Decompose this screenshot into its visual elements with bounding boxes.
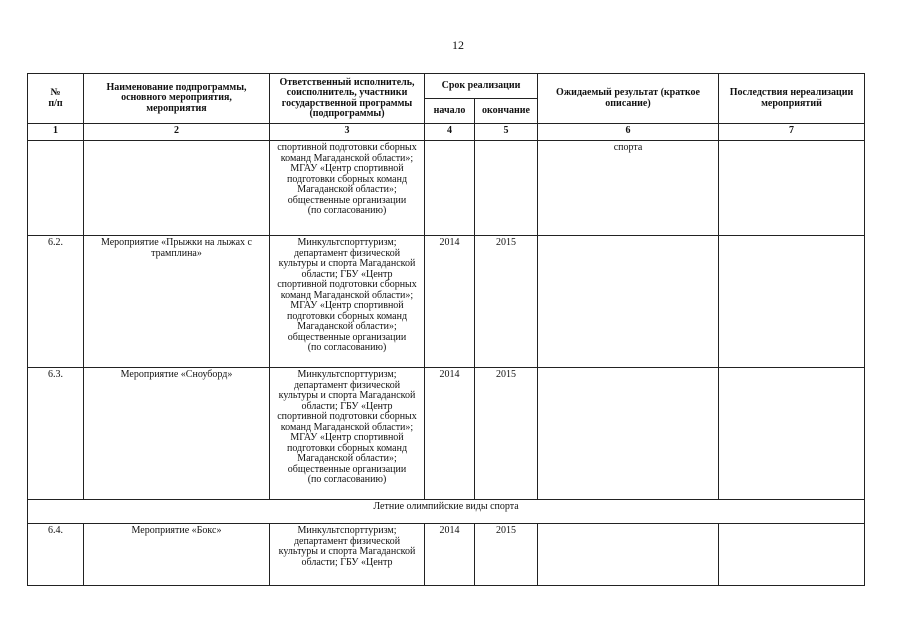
- column-number: 3: [270, 124, 425, 141]
- row-name: Мероприятие «Сноуборд»: [84, 368, 270, 500]
- section-row: [28, 500, 865, 524]
- row-num: [28, 141, 84, 236]
- row-end: 2015: [475, 524, 538, 586]
- column-number: 6: [538, 124, 719, 141]
- program-table: [27, 73, 865, 586]
- row-result: [538, 524, 719, 586]
- row-executor: Минкультспорттуризм; департамент физической культуры и спорта Магаданской области; ГБУ «Центр спортивной подготовки сборных команд Магаданской области»; МГАУ «Центр спортивной подготовки сборных команд Магаданской области»; общественные организации (по согласованию): [270, 236, 425, 368]
- row-executor: Минкультспорттуризм; департамент физической культуры и спорта Магаданской области; ГБУ «Центр: [270, 524, 425, 586]
- column-number: 5: [475, 124, 538, 141]
- table-row: [28, 524, 865, 586]
- row-executor: спортивной подготовки сборных команд Магаданской области»; МГАУ «Центр спортивной подготовки сборных команд Магаданской области»; общественные организации (по согласованию): [270, 141, 425, 236]
- table-row: [28, 368, 865, 500]
- row-end: 2015: [475, 236, 538, 368]
- row-consequences: [719, 524, 865, 586]
- row-start: 2014: [425, 524, 475, 586]
- column-numbers-row: [28, 124, 865, 141]
- column-number: 4: [425, 124, 475, 141]
- table-row: [28, 236, 865, 368]
- header-consequences: Последствия нереализации мероприятий: [719, 74, 865, 124]
- header-executor: Ответственный исполнитель, соисполнитель, участники государственной программы (подпрограммы): [270, 74, 425, 124]
- column-number: 7: [719, 124, 865, 141]
- row-executor: Минкультспорттуризм; департамент физической культуры и спорта Магаданской области; ГБУ «Центр спортивной подготовки сборных команд Магаданской области»; МГАУ «Центр спортивной подготовки сборных команд Магаданской области»; общественные организации (по согласованию): [270, 368, 425, 500]
- header-name: Наименование подпрограммы, основного мероприятия, мероприятия: [84, 74, 270, 124]
- row-name: Мероприятие «Бокс»: [84, 524, 270, 586]
- column-number: 2: [84, 124, 270, 141]
- header-row-1: [28, 74, 865, 99]
- header-start: начало: [425, 99, 475, 124]
- column-number: 1: [28, 124, 84, 141]
- row-result: [538, 368, 719, 500]
- table-row: [28, 141, 865, 236]
- row-start: 2014: [425, 236, 475, 368]
- row-consequences: [719, 141, 865, 236]
- row-result: спорта: [538, 141, 719, 236]
- row-num: 6.4.: [28, 524, 84, 586]
- row-name: Мероприятие «Прыжки на лыжах с трамплина»: [84, 236, 270, 368]
- row-result: [538, 236, 719, 368]
- row-start: [425, 141, 475, 236]
- row-name: [84, 141, 270, 236]
- row-num: 6.3.: [28, 368, 84, 500]
- row-num: 6.2.: [28, 236, 84, 368]
- header-period: Срок реализации: [425, 74, 538, 99]
- row-consequences: [719, 368, 865, 500]
- header-num: № п/п: [28, 74, 84, 124]
- header-result: Ожидаемый результат (краткое описание): [538, 74, 719, 124]
- row-end: [475, 141, 538, 236]
- row-start: 2014: [425, 368, 475, 500]
- header-end: окончание: [475, 99, 538, 124]
- row-end: 2015: [475, 368, 538, 500]
- page-number: 12: [452, 38, 464, 52]
- row-consequences: [719, 236, 865, 368]
- section-title: Летние олимпийские виды спорта: [28, 500, 865, 524]
